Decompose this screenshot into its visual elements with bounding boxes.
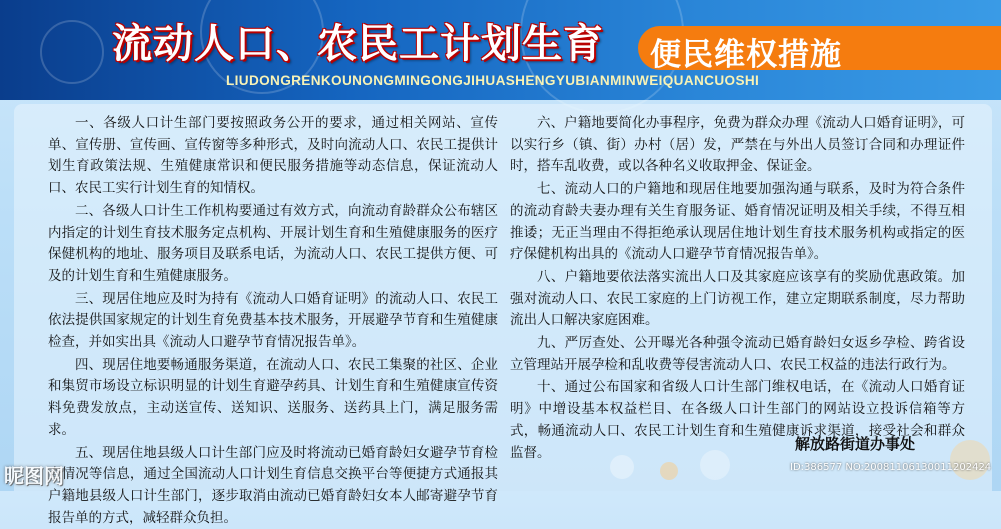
decor-ring [40, 20, 104, 84]
measure-paragraph: 一、各级人口计生部门要按照政务公开的要求，通过相关网站、宣传单、宣传册、宣传画、宣传窗等多种形式，及时向流动人口、农民工提供计划生育政策法规、生殖健康常识和便民服务措施等动态信息，保证流动人口、农民工实行计划生育的知情权。 [48, 115, 498, 197]
watermark-id-line: ID:386577 NO:20081106130011202424 [790, 462, 992, 473]
decor-bubble [610, 455, 634, 479]
measure-paragraph: 六、户籍地要简化办事程序，免费为群众办理《流动人口婚育证明》，可以实行乡（镇、街）办村（居）发，严禁在与外出人员签订合同和办理证件时，搭车乱收费，或以各种名义收取押金、保证金。 [510, 115, 965, 175]
decor-bubble [700, 450, 730, 480]
measure-paragraph: 九、严厉查处、公开曝光各种强令流动已婚育龄妇女返乡孕检、跨省设立管理站开展孕检和乱收费等侵害流动人口、农民工权益的违法行政行为。 [510, 335, 965, 373]
signature: 解放路街道办事处 [795, 435, 916, 453]
decor-bubble [660, 462, 678, 480]
measure-paragraph: 八、户籍地要依法落实流出人口及其家庭应该享有的奖励优惠政策。加强对流动人口、农民工家庭的上门访视工作，建立定期联系制度，尽力帮助流出人口解决家庭困难。 [510, 268, 965, 329]
watermark-logo: 昵图网 [4, 464, 64, 488]
right-column [510, 113, 965, 465]
page-title: 流动人口、农民工计划生育 [112, 20, 604, 67]
left-column [48, 113, 498, 526]
measure-paragraph: 二、各级人口计生工作机构要通过有效方式，向流动育龄群众公布辖区内指定的计划生育技术服务定点机构、开展计划生育和生殖健康服务的医疗保健机构的地址、服务项目及联系电话，为流动人口、农民工提供方便、可及的计划生育和生殖健康服务。 [48, 202, 498, 284]
measure-paragraph: 四、现居住地要畅通服务渠道，在流动人口、农民工集聚的社区、企业和集贸市场设立标识明显的计划生育避孕药具、计划生育和生殖健康宣传资料免费发放点，主动送宣传、送知识、送服务、送药具上门，满足服务需求。 [48, 356, 498, 438]
watermark-id [790, 462, 1001, 486]
measure-paragraph: 五、现居住地县级人口计生部门应及时将流动已婚育龄妇女避孕节育检查情况等信息，通过全国流动人口计划生育信息交换平台等便捷方式通报其户籍地县级人口计生部门，逐步取消由流动已婚育龄妇女本人邮寄避孕节育报告单的方式，减轻群众负担。 [48, 444, 498, 526]
pinyin-subtitle: LIUDONGRENKOUNONGMINGONGJIHUASHENGYUBIANMINWEIQUANCUOSHI [226, 73, 760, 88]
measure-paragraph: 十、通过公布国家和省级人口计生部门维权电话，在《流动人口婚育证明》中增设基本权益栏目、在各级人口计生部门的网站设立投诉信箱等方式，畅通流动人口、农民工计划生育和生殖健康诉求渠道，接受社会和群众监督。 [510, 379, 965, 461]
measure-paragraph: 七、流动人口的户籍地和现居住地要加强沟通与联系，及时为符合条件的流动育龄夫妻办理有关生育服务证、婚育情况证明及相关手续，不得互相推诿；无正当理由不得拒绝承认现居住地计划生育技术服务机构或指定的医疗保健机构出具的《流动人口避孕节育情况报告单》。 [510, 181, 965, 263]
title-badge: 便民维权措施 [650, 37, 842, 73]
measure-paragraph: 三、现居住地应及时为持有《流动人口婚育证明》的流动人口、农民工依法提供国家规定的计划生育免费基本技术服务，开展避孕节育和生殖健康检查，并如实出具《流动人口避孕节育情况报告单》。 [48, 290, 498, 351]
